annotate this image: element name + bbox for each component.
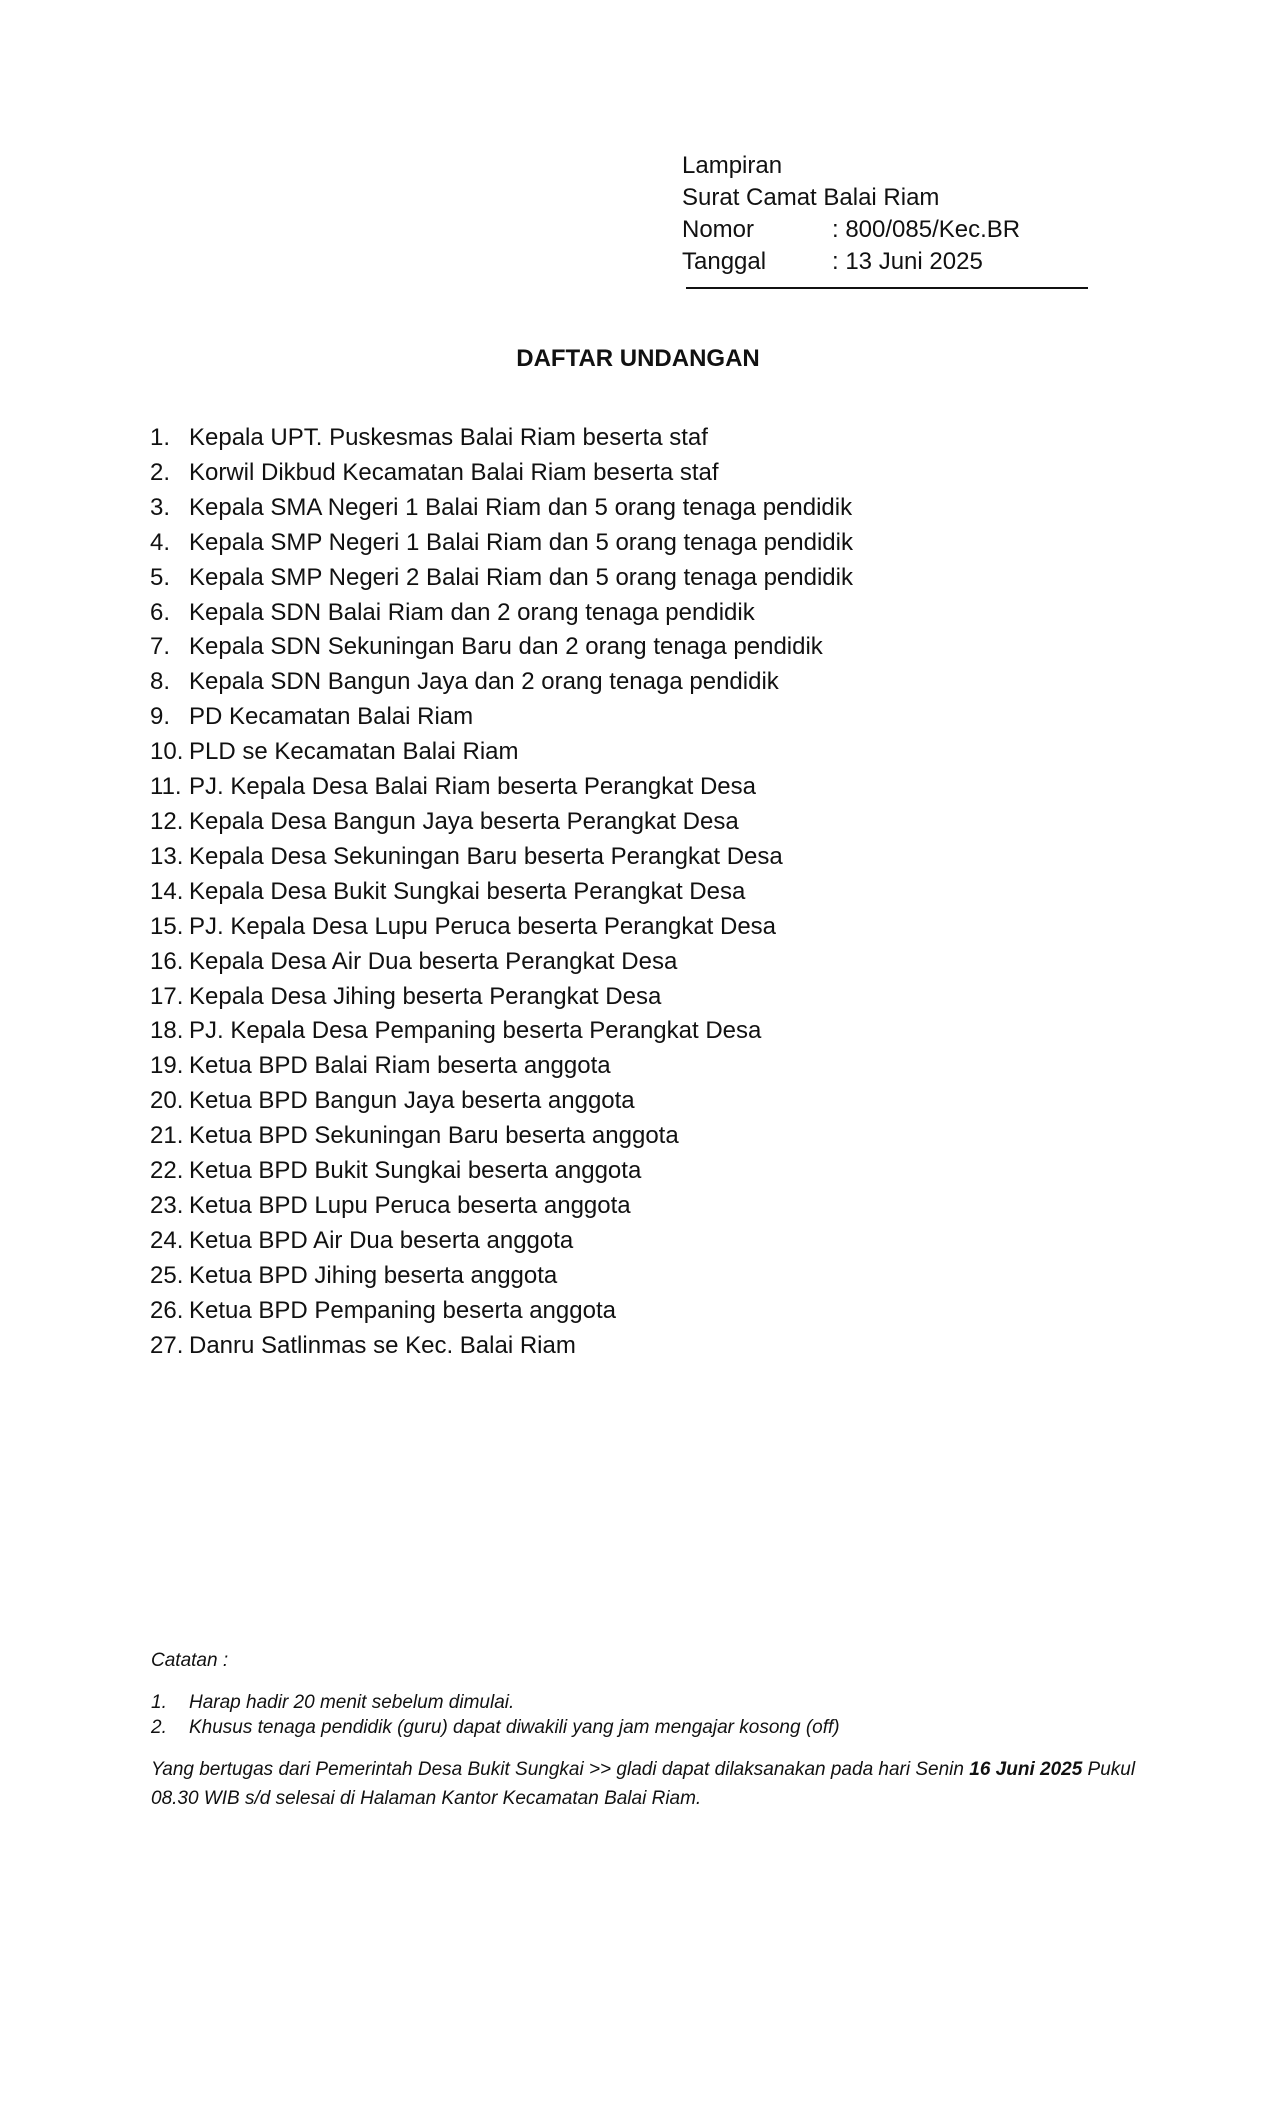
invitee-item xyxy=(150,700,1150,735)
note-item-text: Harap hadir 20 menit sebelum dimulai. xyxy=(189,1692,515,1713)
invitee-item xyxy=(150,1049,1150,1084)
note-item-number: 2. xyxy=(151,1717,167,1738)
invitee-item-text: Ketua BPD Bangun Jaya beserta anggota xyxy=(189,1087,635,1115)
invitee-item-text: PJ. Kepala Desa Balai Riam beserta Perangkat Desa xyxy=(189,773,756,801)
invitee-item-text: Kepala UPT. Puskesmas Balai Riam beserta staf xyxy=(189,424,708,451)
invitee-item-text: Ketua BPD Sekuningan Baru beserta anggota xyxy=(189,1122,679,1150)
invitee-item-number: 13. xyxy=(150,842,184,870)
invitee-item-number: 1. xyxy=(150,424,171,451)
notes-paragraph-text: Yang bertugas dari Pemerintah Desa Bukit Sungkai >> gladi dapat dilaksanakan pada hari Senin xyxy=(151,1759,970,1780)
invitee-item-number: 4. xyxy=(150,528,171,556)
invitee-item-text: Kepala SMP Negeri 1 Balai Riam dan 5 orang tenaga pendidik xyxy=(189,528,853,556)
notes-list xyxy=(151,1690,1151,1740)
tanggal-label: Tanggal xyxy=(682,248,767,275)
notes-paragraph xyxy=(151,1755,1141,1813)
invitee-item-number: 24. xyxy=(150,1226,184,1254)
invitee-item xyxy=(150,1259,1150,1294)
invitee-item xyxy=(150,1014,1150,1049)
invitee-item xyxy=(150,1224,1150,1259)
tanggal-row xyxy=(682,246,1092,278)
notes-paragraph-text-end: Pukul 08.30 WIB s/d selesai di Halaman Kantor Kecamatan Balai Riam. xyxy=(151,1759,1136,1809)
invitee-item-number: 3. xyxy=(150,493,171,521)
invitee-item xyxy=(150,875,1150,910)
invitee-item-text: Kepala SDN Balai Riam dan 2 orang tenaga pendidik xyxy=(189,598,755,626)
invitee-item-text: Kepala SMA Negeri 1 Balai Riam dan 5 orang tenaga pendidik xyxy=(189,493,853,521)
note-item-number: 1. xyxy=(151,1692,167,1713)
invitee-item xyxy=(150,980,1150,1015)
invitee-item-number: 22. xyxy=(150,1157,184,1185)
invitee-item-text: Kepala SDN Bangun Jaya dan 2 orang tenaga pendidik xyxy=(189,668,779,696)
invitee-item xyxy=(150,596,1150,631)
invitee-item-number: 9. xyxy=(150,703,171,731)
notes-title: Catatan : xyxy=(151,1650,229,1671)
invitee-item-number: 6. xyxy=(150,598,171,626)
invitee-item xyxy=(150,630,1150,665)
invitee-item-text: Ketua BPD Air Dua beserta anggota xyxy=(189,1226,574,1254)
note-item xyxy=(151,1690,1151,1715)
invitee-item-text: Kepala Desa Bukit Sungkai beserta Perangkat Desa xyxy=(189,877,746,905)
page-title: DAFTAR UNDANGAN xyxy=(516,345,760,372)
invitee-item xyxy=(150,1189,1150,1224)
invitee-item-text: Kepala Desa Air Dua beserta Perangkat Desa xyxy=(189,947,678,975)
invitee-item-text: Ketua BPD Balai Riam beserta anggota xyxy=(189,1052,611,1080)
invitee-item xyxy=(150,805,1150,840)
nomor-row xyxy=(682,214,1092,246)
invitee-item-number: 16. xyxy=(150,947,184,975)
invitee-item-text: PLD se Kecamatan Balai Riam xyxy=(189,738,519,766)
invitee-item-text: Kepala Desa Jihing beserta Perangkat Desa xyxy=(189,982,662,1010)
invitee-item-number: 15. xyxy=(150,912,184,940)
invitee-item-text: Kepala SMP Negeri 2 Balai Riam dan 5 orang tenaga pendidik xyxy=(189,563,853,591)
invitee-item xyxy=(150,561,1150,596)
invitee-list xyxy=(150,421,1150,1363)
invitee-item xyxy=(150,1119,1150,1154)
invitee-item-number: 25. xyxy=(150,1261,184,1289)
invitee-item-text: Ketua BPD Bukit Sungkai beserta anggota xyxy=(189,1157,642,1185)
invitee-item-text: Danru Satlinmas se Kec. Balai Riam xyxy=(189,1331,576,1359)
note-item-text: Khusus tenaga pendidik (guru) dapat diwakili yang jam mengajar kosong (off) xyxy=(189,1717,840,1738)
nomor-value: : 800/085/Kec.BR xyxy=(832,216,1021,243)
invitee-item-number: 20. xyxy=(150,1087,184,1115)
nomor-label: Nomor xyxy=(682,216,755,243)
invitee-item-number: 23. xyxy=(150,1191,184,1219)
invitee-item xyxy=(150,840,1150,875)
invitee-item xyxy=(150,665,1150,700)
tanggal-value: : 13 Juni 2025 xyxy=(832,248,983,275)
attachment-label: Lampiran xyxy=(682,152,783,179)
notes-paragraph-date: 16 Juni 2025 xyxy=(969,1759,1083,1780)
invitee-item-text: Kepala Desa Sekuningan Baru beserta Perangkat Desa xyxy=(189,842,783,870)
invitee-item xyxy=(150,491,1150,526)
invitee-item-number: 7. xyxy=(150,633,171,661)
invitee-item xyxy=(150,526,1150,561)
invitee-item-number: 10. xyxy=(150,738,184,766)
invitee-item xyxy=(150,1329,1150,1364)
header-divider xyxy=(686,287,1088,289)
invitee-item-number: 12. xyxy=(150,807,184,835)
invitee-item-text: Kepala Desa Bangun Jaya beserta Perangkat Desa xyxy=(189,807,739,835)
note-item xyxy=(151,1715,1151,1740)
attachment-letter-ref: Surat Camat Balai Riam xyxy=(682,184,940,211)
invitee-item-number: 18. xyxy=(150,1017,184,1045)
invitee-item xyxy=(150,1154,1150,1189)
invitee-item-text: PJ. Kepala Desa Lupu Peruca beserta Perangkat Desa xyxy=(189,912,777,940)
invitee-item-number: 27. xyxy=(150,1331,184,1359)
invitee-item-text: PD Kecamatan Balai Riam xyxy=(189,703,474,731)
invitee-item-text: Ketua BPD Pempaning beserta anggota xyxy=(189,1296,616,1324)
invitee-item-number: 17. xyxy=(150,982,184,1010)
invitee-item-text: Korwil Dikbud Kecamatan Balai Riam beserta staf xyxy=(189,458,719,486)
invitee-item xyxy=(150,1084,1150,1119)
invitee-item-number: 2. xyxy=(150,458,171,486)
invitee-item xyxy=(150,456,1150,491)
notes-section xyxy=(151,1648,1151,1813)
invitee-item-number: 8. xyxy=(150,668,171,696)
invitee-item-number: 26. xyxy=(150,1296,184,1324)
invitee-item-number: 14. xyxy=(150,877,184,905)
invitee-item xyxy=(150,421,1150,456)
invitee-item-text: Ketua BPD Jihing beserta anggota xyxy=(189,1261,558,1289)
invitee-item xyxy=(150,1294,1150,1329)
invitee-item xyxy=(150,945,1150,980)
invitee-item-text: Ketua BPD Lupu Peruca beserta anggota xyxy=(189,1191,631,1219)
invitee-item-text: PJ. Kepala Desa Pempaning beserta Perangkat Desa xyxy=(189,1017,762,1045)
invitee-item xyxy=(150,770,1150,805)
attachment-header xyxy=(682,150,1092,278)
invitee-item-number: 11. xyxy=(150,773,182,801)
invitee-item-text: Kepala SDN Sekuningan Baru dan 2 orang tenaga pendidik xyxy=(189,633,823,661)
invitee-item xyxy=(150,910,1150,945)
invitee-item-number: 5. xyxy=(150,563,171,591)
invitee-item-number: 19. xyxy=(150,1052,184,1080)
invitee-item-number: 21. xyxy=(150,1122,184,1150)
invitee-item xyxy=(150,735,1150,770)
